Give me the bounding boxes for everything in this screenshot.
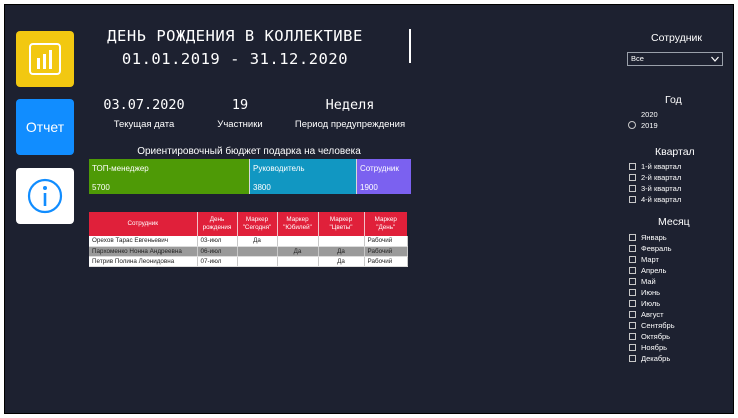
table-row[interactable]	[89, 236, 407, 246]
date-range: 01.01.2019 - 31.12.2020	[121, 50, 349, 68]
month-option-label: Октябрь	[641, 331, 671, 341]
cell-day: Рабочий	[364, 236, 407, 246]
budget-stacked-bar	[89, 159, 411, 194]
cell-flowers	[318, 236, 364, 246]
current-date-label: Текущая дата	[113, 119, 175, 130]
cell-today: Да	[237, 236, 277, 246]
year-option-label: 2019	[641, 120, 658, 130]
month-option-label: Сентябрь	[641, 320, 675, 330]
cell-birthday: 06-июл	[197, 246, 237, 256]
report-button-label: Отчет	[25, 119, 65, 135]
budget-segment-value: 1900	[360, 183, 378, 192]
employee-slicer-title: Сотрудник	[651, 32, 703, 44]
budget-segment[interactable]	[357, 159, 411, 194]
month-option[interactable]	[627, 287, 660, 297]
checkbox-icon	[629, 322, 636, 329]
budget-segment-label: Сотрудник	[360, 164, 399, 173]
month-option-label: Май	[641, 276, 656, 286]
cell-day: Рабочий	[364, 246, 407, 256]
cell-jubilee: Да	[277, 246, 318, 256]
checkbox-icon	[629, 234, 636, 241]
month-option[interactable]	[627, 265, 666, 275]
column-header[interactable]: Маркер "Юбилей"	[277, 212, 318, 236]
info-button[interactable]	[16, 168, 74, 224]
month-option[interactable]	[627, 276, 656, 286]
budget-segment-label: Руководитель	[253, 164, 305, 173]
quarter-option-label: 2-й квартал	[641, 172, 682, 182]
employee-dropdown[interactable]	[627, 52, 723, 66]
month-option[interactable]	[627, 353, 670, 363]
year-slicer-title: Год	[665, 94, 682, 106]
quarter-option[interactable]	[627, 194, 681, 204]
month-option[interactable]	[627, 342, 667, 352]
month-option[interactable]	[627, 320, 675, 330]
cell-flowers: Да	[318, 256, 364, 266]
column-header[interactable]: Сотрудник	[89, 212, 197, 236]
year-option[interactable]	[627, 109, 658, 119]
month-option-label: Март	[641, 254, 659, 264]
month-option[interactable]	[627, 298, 660, 308]
employee-dropdown-value: Все	[631, 54, 644, 63]
page-title: ДЕНЬ РОЖДЕНИЯ В КОЛЛЕКТИВЕ	[107, 27, 363, 45]
checkbox-icon	[629, 289, 636, 296]
title-divider	[409, 29, 411, 63]
current-date-value: 03.07.2020	[103, 97, 185, 113]
budget-segment-label: ТОП-менеджер	[92, 164, 149, 173]
month-option-label: Декабрь	[641, 353, 671, 363]
budget-title: Ориентировочный бюджет подарка на человека	[137, 146, 361, 157]
month-option-label: Апрель	[641, 265, 667, 275]
cell-employee: Орехов Тарас Евгеньевич	[89, 236, 197, 246]
checkbox-icon	[629, 355, 636, 362]
cell-jubilee	[277, 236, 318, 246]
month-option[interactable]	[627, 254, 659, 264]
radio-icon	[628, 121, 636, 129]
quarter-slicer-title: Квартал	[655, 146, 695, 158]
column-header[interactable]: Маркер "Сегодня"	[237, 212, 277, 236]
table-row[interactable]	[89, 256, 407, 266]
cell-birthday: 03-июл	[197, 236, 237, 246]
chevron-down-icon	[710, 54, 720, 64]
budget-segment-value: 5700	[92, 183, 110, 192]
budget-segment-value: 3800	[253, 183, 271, 192]
checkbox-icon	[629, 344, 636, 351]
cell-birthday: 07-июл	[197, 256, 237, 266]
month-option-label: Август	[641, 309, 664, 319]
table-header-row	[89, 212, 407, 236]
checkbox-icon	[629, 300, 636, 307]
cell-employee: Петрив Полина Леонидовна	[89, 256, 197, 266]
cell-jubilee	[277, 256, 318, 266]
quarter-option-label: 1-й квартал	[641, 161, 682, 171]
budget-segment[interactable]	[250, 159, 357, 194]
month-option-label: Ноябрь	[641, 342, 668, 352]
checkbox-icon	[629, 245, 636, 252]
cell-today	[237, 256, 277, 266]
month-option-label: Февраль	[641, 243, 672, 253]
quarter-option[interactable]	[627, 172, 681, 182]
checkbox-icon	[629, 174, 636, 181]
month-option-label: Июль	[641, 298, 661, 308]
month-option[interactable]	[627, 309, 664, 319]
cell-employee: Пархоменко Нонна Андреевна	[89, 246, 197, 256]
warning-period-value: Неделя	[325, 97, 375, 113]
checkbox-icon	[629, 311, 636, 318]
table-row[interactable]	[89, 246, 407, 256]
cell-flowers: Да	[318, 246, 364, 256]
quarter-option[interactable]	[627, 161, 681, 171]
participants-label: Участники	[217, 119, 263, 130]
birthday-table	[89, 212, 408, 267]
participants-value: 19	[231, 97, 249, 113]
info-icon	[26, 177, 64, 215]
month-option[interactable]	[627, 331, 670, 341]
column-header[interactable]: Маркер "Цветы"	[318, 212, 364, 236]
quarter-option[interactable]	[627, 183, 681, 193]
checkbox-icon	[629, 163, 636, 170]
report-canvas	[4, 4, 734, 414]
checkbox-icon	[629, 278, 636, 285]
report-button[interactable]	[16, 99, 74, 155]
cell-day: Рабочий	[364, 256, 407, 266]
quarter-option-label: 4-й квартал	[641, 194, 682, 204]
column-header[interactable]: День рождения	[197, 212, 237, 236]
quarter-option-label: 3-й квартал	[641, 183, 682, 193]
budget-segment[interactable]	[89, 159, 250, 194]
month-option-label: Июнь	[641, 287, 661, 297]
cell-today	[237, 246, 277, 256]
power-bi-logo-button[interactable]	[16, 31, 74, 87]
year-option[interactable]	[627, 120, 658, 130]
month-option-label: Январь	[641, 232, 667, 242]
checkbox-icon	[629, 267, 636, 274]
checkbox-icon	[629, 256, 636, 263]
warning-period-label: Период предупреждения	[294, 119, 406, 130]
month-option[interactable]	[627, 232, 667, 242]
month-slicer-title: Месяц	[658, 216, 690, 228]
year-option-label: 2020	[641, 109, 658, 119]
power-bi-icon	[28, 42, 62, 76]
checkbox-icon	[629, 333, 636, 340]
month-option[interactable]	[627, 243, 671, 253]
column-header[interactable]: Маркер "День"	[364, 212, 407, 236]
checkbox-icon	[629, 196, 636, 203]
checkbox-icon	[629, 185, 636, 192]
